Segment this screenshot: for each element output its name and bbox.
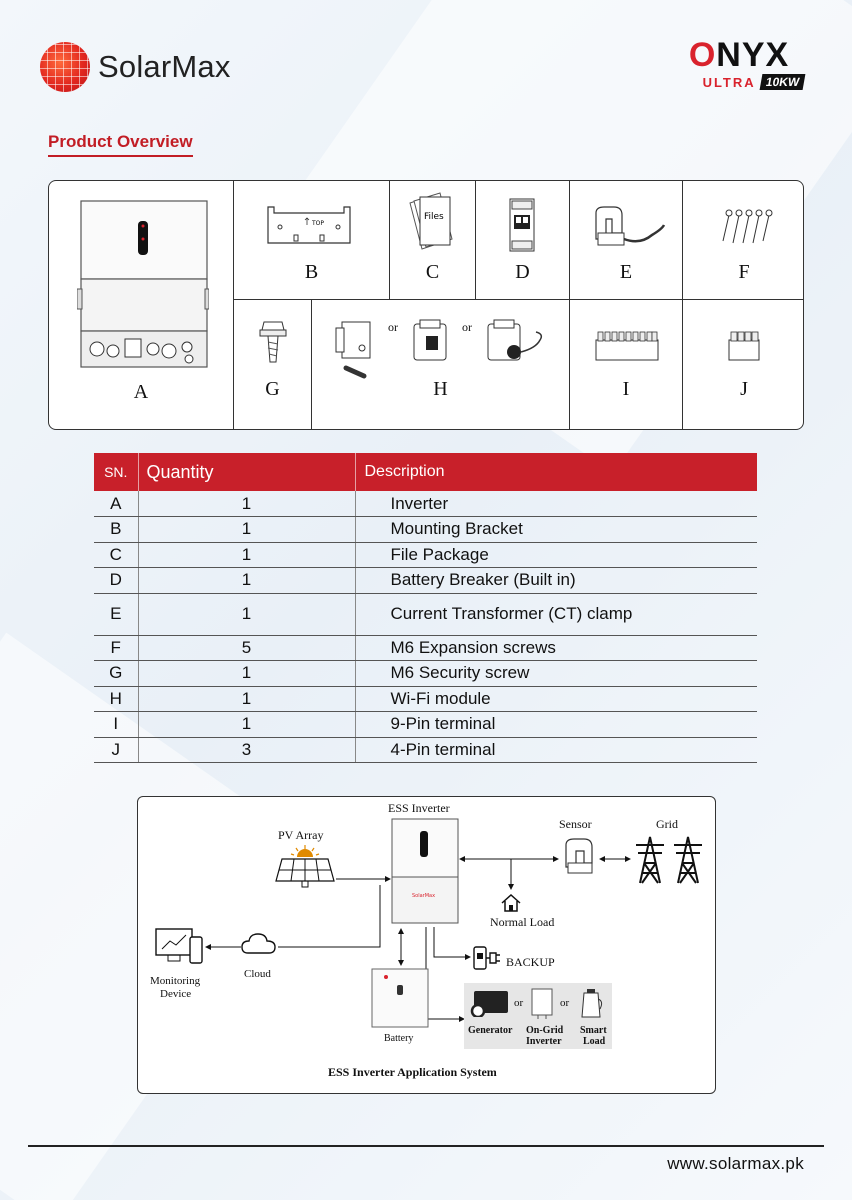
sensor-icon [562, 837, 602, 877]
smart-load-label-2: Load [583, 1036, 606, 1047]
ongrid-inverter-label-1: On-Grid [526, 1025, 564, 1036]
table-row [94, 517, 757, 543]
table-cell-sn: D [94, 568, 138, 594]
home-icon [500, 893, 522, 913]
part-label-g: G [265, 378, 280, 400]
part-label-i: I [622, 378, 630, 400]
inverter-icon [77, 199, 209, 369]
mounting-bracket-icon [264, 203, 354, 249]
solar-panel-icon [274, 843, 336, 889]
ess-inverter-icon [390, 817, 460, 927]
backup-sources-panel [464, 983, 612, 1049]
part-label-a: A [133, 381, 149, 403]
table-row [94, 542, 757, 568]
or-label-1: or [388, 320, 398, 334]
or-label-ongrid: or [560, 997, 570, 1009]
wifi-module-option-1-icon [334, 318, 376, 380]
inverter-brand-text: SolarMax [412, 893, 436, 899]
smart-load-label-1: Smart [580, 1025, 607, 1036]
wifi-module-option-3-icon [484, 318, 550, 368]
table-row [94, 635, 757, 661]
brand-title: NYX [716, 36, 790, 74]
table-cell-quantity: 1 [138, 661, 355, 687]
solarmax-logo [40, 42, 231, 92]
table-cell-quantity: 1 [138, 542, 355, 568]
table-cell-sn: C [94, 542, 138, 568]
part-label-b: B [304, 261, 319, 283]
top-label: TOP [312, 220, 325, 227]
part-cell-d [475, 181, 569, 300]
part-cell-j [682, 300, 804, 430]
table-cell-description: 4-Pin terminal [355, 737, 757, 763]
smart-load-icon [578, 987, 604, 1021]
backup-label: BACKUP [506, 955, 555, 969]
logo-text: SolarMax [98, 49, 231, 84]
part-cell-e [569, 181, 682, 300]
table-row [94, 593, 757, 635]
table-cell-description: 9-Pin terminal [355, 712, 757, 738]
table-cell-description: M6 Security screw [355, 661, 757, 687]
product-parts-grid [48, 180, 804, 430]
monitoring-device-icon [154, 927, 204, 967]
part-label-c: C [425, 261, 440, 283]
table-cell-sn: E [94, 593, 138, 635]
wifi-module-option-2-icon [408, 318, 452, 364]
four-pin-terminal-icon [727, 330, 761, 364]
table-cell-quantity: 1 [138, 712, 355, 738]
column-header-description: Description [355, 453, 757, 491]
part-cell-a [49, 181, 233, 430]
table-cell-quantity: 1 [138, 686, 355, 712]
table-cell-quantity: 1 [138, 568, 355, 594]
table-cell-description: Battery Breaker (Built in) [355, 568, 757, 594]
part-label-h: H [433, 378, 448, 400]
pv-array-label: PV Array [278, 828, 324, 842]
or-label-2: or [462, 320, 472, 334]
part-cell-i [569, 300, 682, 430]
brand-o-glyph: O [688, 36, 717, 74]
table-header-row [94, 453, 757, 491]
table-cell-quantity: 3 [138, 737, 355, 763]
monitoring-device-label-2: Device [160, 988, 192, 1000]
ess-application-diagram [137, 796, 716, 1094]
brand-main [674, 38, 804, 72]
brand-power-badge: 10KW [759, 74, 805, 90]
table-cell-sn: G [94, 661, 138, 687]
column-header-quantity: Quantity [138, 453, 355, 491]
sun-grid-logo-icon [40, 42, 90, 92]
section-title: Product Overview [48, 132, 193, 151]
table-row [94, 568, 757, 594]
brand-sub [674, 74, 804, 90]
battery-label: Battery [384, 1033, 414, 1044]
nine-pin-terminal-icon [594, 330, 660, 364]
table-cell-quantity: 1 [138, 593, 355, 635]
table-cell-sn: J [94, 737, 138, 763]
generator-label: Generator [468, 1025, 513, 1036]
table-cell-quantity: 1 [138, 517, 355, 543]
part-label-f: F [738, 261, 750, 283]
table-cell-sn: F [94, 635, 138, 661]
brand-ultra: ULTRA [702, 74, 756, 90]
table-cell-description: Mounting Bracket [355, 517, 757, 543]
table-cell-quantity: 1 [138, 491, 355, 517]
footer-website-link[interactable]: www.solarmax.pk [667, 1154, 804, 1173]
table-cell-sn: H [94, 686, 138, 712]
table-cell-description: Inverter [355, 491, 757, 517]
table-row [94, 686, 757, 712]
table-cell-description: M6 Expansion screws [355, 635, 757, 661]
parts-table [94, 453, 757, 763]
table-cell-description: File Package [355, 542, 757, 568]
table-row [94, 737, 757, 763]
part-cell-h [311, 300, 569, 430]
part-label-j: J [740, 378, 748, 400]
battery-icon [370, 967, 430, 1029]
cloud-icon [240, 931, 278, 957]
onyx-brand-logo [674, 38, 804, 90]
generator-icon [470, 987, 510, 1017]
ct-clamp-icon [592, 205, 668, 249]
part-cell-c [389, 181, 475, 300]
ongrid-inverter-icon [530, 987, 554, 1021]
ess-inverter-label: ESS Inverter [388, 801, 450, 815]
footer-divider [28, 1145, 824, 1147]
normal-load-label: Normal Load [490, 915, 555, 929]
files-label: Files [424, 212, 444, 222]
or-label-generator: or [514, 997, 524, 1009]
table-row [94, 661, 757, 687]
diagram-caption: ESS Inverter Application System [328, 1065, 497, 1079]
table-row [94, 712, 757, 738]
table-cell-sn: I [94, 712, 138, 738]
part-label-d: D [515, 261, 530, 283]
table-cell-description: Current Transformer (CT) clamp [355, 593, 757, 635]
part-label-e: E [619, 261, 633, 283]
files-icon [404, 189, 462, 255]
security-screw-icon [256, 320, 290, 366]
column-header-sn: SN. [94, 453, 138, 491]
grid-label: Grid [656, 817, 678, 831]
table-cell-description: Wi-Fi module [355, 686, 757, 712]
part-cell-g [233, 300, 311, 430]
table-cell-quantity: 5 [138, 635, 355, 661]
cloud-label: Cloud [244, 968, 271, 980]
part-cell-b [233, 181, 389, 300]
backup-plug-icon [472, 945, 502, 971]
ongrid-inverter-label-2: Inverter [526, 1036, 562, 1047]
table-cell-sn: A [94, 491, 138, 517]
monitoring-device-label-1: Monitoring [150, 975, 201, 987]
grid-tower-icon [632, 833, 712, 885]
expansion-screws-icon [717, 207, 777, 247]
part-cell-f [682, 181, 804, 300]
table-cell-sn: B [94, 517, 138, 543]
table-row [94, 491, 757, 517]
battery-breaker-icon [506, 197, 538, 253]
sensor-label: Sensor [559, 817, 592, 831]
